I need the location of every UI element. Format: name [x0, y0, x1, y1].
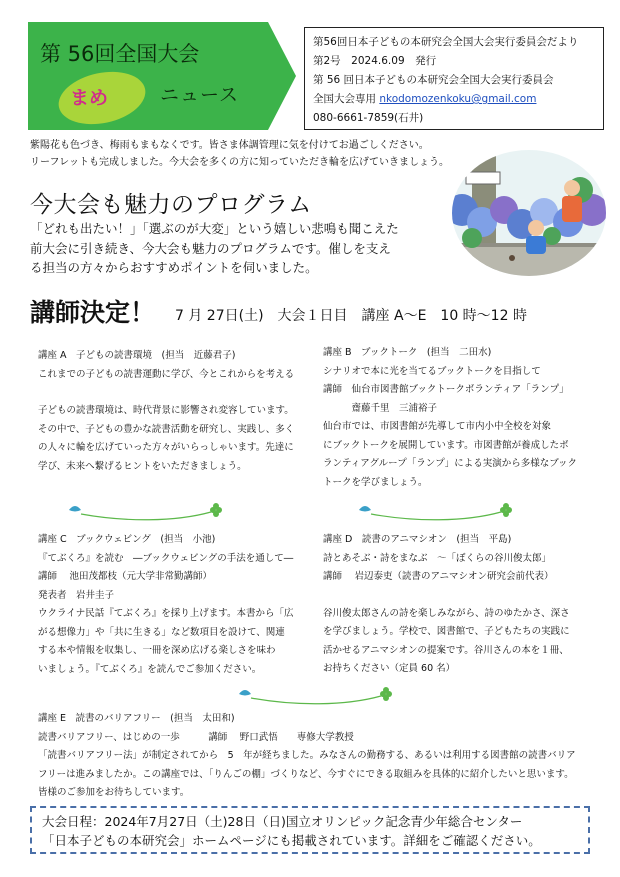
bird-clover-divider — [65, 500, 225, 524]
course-d-sub: 詩とあそぶ・詩をまなぶ ～「ぼくらの谷川俊太郎」 — [323, 552, 552, 564]
mame-logo-text: まめ — [70, 87, 109, 109]
bird-clover-divider — [355, 500, 515, 524]
course-b-sub: シナリオで本に光を当てるブックトークを目指して — [323, 365, 541, 377]
course-d-lecturer: 講師 岩辺泰吏（読書のアニマシオン研究会前代表） — [323, 571, 554, 582]
info-line-3: 第 56 回日本子どもの本研究会全国大会実行委員会 — [313, 74, 554, 86]
intro-line-1: 紫陽花も色づき、梅雨もまもなくです。皆さま体調管理に気を付けてお過ごしください。 — [30, 140, 429, 151]
course-b-body-3: ランティアグループ「ランプ」による実演から多様なブック — [323, 458, 578, 469]
lead-line-2: 前大会に引き続き、今大会も魅力のプログラムです。催しを支え — [30, 240, 391, 256]
lead-line-1: 「どれも出たい！」「選ぶのが大変」という嬉しい悲鳴も聞こえた — [30, 221, 399, 236]
course-d-body-2: を学びましょう。学校で、図書館で、子どもたちの実践に — [323, 626, 570, 637]
footer-box — [30, 806, 590, 854]
course-a-body-2: その中で、子どもの豊かな読書活動を研究し、実践し、多く — [38, 423, 295, 435]
course-a-title: 講座 A 子どもの読書環境 (担当 近藤君子) — [38, 350, 236, 361]
intro-line-2: リーフレットも完成しました。今大会を多くの方に知っていただき輪を広げていきましょう。 — [30, 157, 449, 168]
course-a-body-1: 子どもの読書環境は、時代背景に影響され変容しています。 — [38, 405, 294, 416]
course-a — [38, 347, 308, 476]
course-c-title: 講座 C ブックウェビング (担当 小池) — [38, 534, 216, 545]
course-d — [323, 531, 593, 679]
course-c-body-2: がる想像力」や「共に生きる」など数項目を設けて、関連 — [38, 626, 285, 638]
lecturer-schedule: 7 月 27日(土) 大会１日目 講座 A～E 10 時～12 時 — [175, 308, 527, 324]
course-b-body-4: トークを学びましょう。 — [323, 476, 428, 488]
course-c-sub: 『てぶくろ』を読む ―ブックウェビングの手法を通して― — [38, 552, 294, 564]
course-d-body-3: 活かせるアニマシオンの提案です。谷川さんの本を１冊、 — [323, 644, 569, 656]
course-b-body-2: にブックトークを展開しています。市図書館が養成したボ — [323, 439, 569, 451]
course-c-lecturer: 講師 池田茂都枝（元大学非常勤講師） — [38, 571, 213, 582]
course-c-body-1: ウクライナ民話『てぶくろ』を採り上げます。本書から「広 — [38, 608, 294, 619]
bird-clover-divider — [235, 684, 395, 708]
course-e-body-2: フリーは進みましたか。この講座では、「りんごの棚」づくりなど、今すぐにできる取組みを具体的に紹介したいと思います。 — [38, 768, 574, 780]
info-email-row — [313, 90, 595, 109]
footer-line-1: 大会日程：2024年7月27日（土)28日（日)国立オリンピック記念青少年総合センター — [42, 814, 523, 829]
email-label: 全国大会専用 — [313, 93, 380, 105]
email-link[interactable]: nkodomozenkoku@gmail.com — [379, 93, 537, 105]
info-line-2: 第2号 2024.6.09 発行 — [313, 55, 437, 67]
course-c-body-4: いましょう。『てぶくろ』を読んでご参加ください。 — [38, 663, 262, 675]
lecturer-decided-title: 講師決定！ — [30, 298, 156, 327]
course-c — [38, 531, 308, 679]
course-b — [323, 344, 593, 492]
intro-text — [30, 137, 460, 171]
info-phone: 080-6661-7859(石井) — [313, 112, 424, 124]
course-c-presenter: 発表者 岩井圭子 — [38, 589, 115, 601]
course-a-sub: これまでの子どもの読書運動に学び、今とこれからを考える — [38, 368, 295, 380]
course-b-lecturer-2: 齋藤千里 三浦裕子 — [323, 402, 438, 414]
course-a-body-4: 学び、未来へ繋げるヒントをいただきましょう。 — [38, 460, 247, 472]
course-a-body-3: の人々に輪を広げていった方々がいらっしゃいます。先達に — [38, 442, 294, 453]
course-d-body-1: 谷川俊太郎さんの詩を楽しみながら、詩のゆたかさ、深さ — [323, 607, 570, 619]
course-b-body-1: 仙台市では、市図書館が先導して市内小中全校を対象 — [323, 421, 552, 432]
hydrangea-children-illustration — [452, 150, 606, 277]
course-c-body-3: する本や情報を収集し、一冊を深め広げる楽しさを味わ — [38, 645, 276, 656]
banner-title: 第 56回全国大会 — [40, 42, 200, 66]
course-d-body-4: お持ちください（定員 60 名） — [323, 663, 456, 674]
info-line-1: 第56回日本子どもの本研究会全国大会実行委員会だより — [313, 36, 579, 48]
course-e-body-3: 皆様のご参加をお待ちしています。 — [38, 787, 190, 798]
course-e-body-1: 「読書バリアフリー法」が制定されてから 5 年が経ちました。みなさんの勤務する、あるいは利用する図書館の読書バリア — [38, 750, 576, 761]
course-e-sub: 読書バリアフリー、はじめの一歩 講師 野口武悟 専修大学教授 — [38, 731, 354, 743]
course-e-title: 講座 E 読書のバリアフリー (担当 太田和) — [38, 713, 235, 724]
footer-line-2: 「日本子どもの本研究会」ホームページにも掲載されています。詳細をご確認ください。 — [42, 833, 541, 848]
lead-line-3: る担当の方々からおすすめポイントを伺いました。 — [30, 260, 318, 275]
headline: 今大会も魅力のプログラム — [30, 192, 312, 218]
course-e — [38, 710, 598, 803]
course-d-title: 講座 D 読書のアニマシオン (担当 平島) — [323, 534, 512, 545]
info-box — [304, 27, 604, 130]
banner-news: ニュース — [160, 84, 240, 106]
course-b-lecturer-1: 講師 仙台市図書館ブックトークボランティア「ランプ」 — [323, 384, 569, 395]
lead-text — [30, 219, 440, 278]
course-b-title: 講座 B ブックトーク (担当 二田水) — [323, 347, 492, 358]
